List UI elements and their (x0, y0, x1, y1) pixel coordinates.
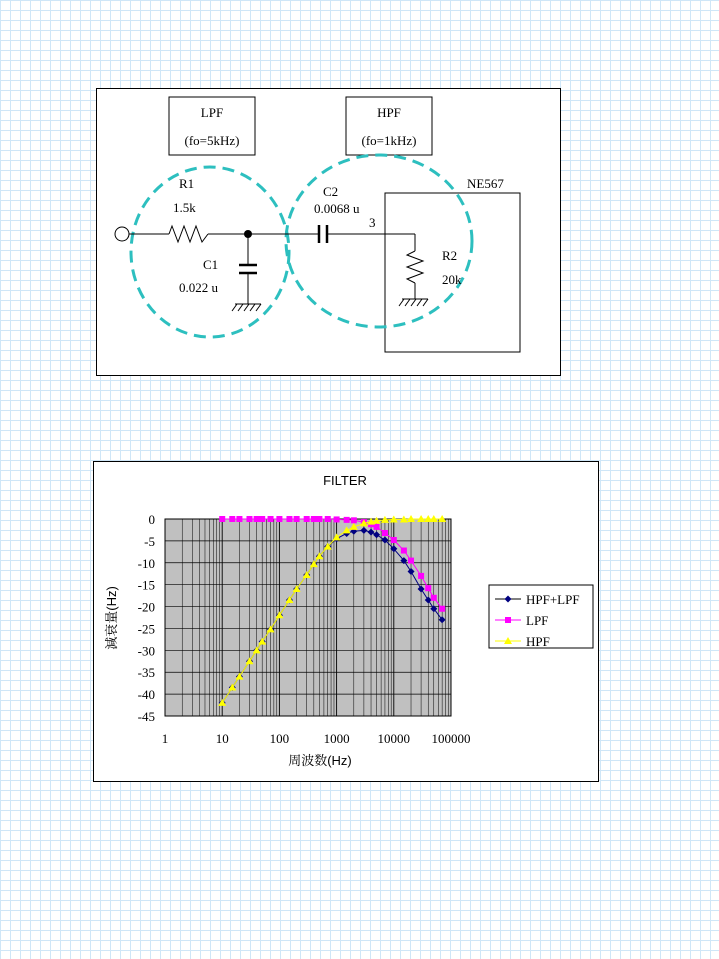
data-point (254, 516, 260, 522)
y-tick-label: -25 (137, 621, 155, 637)
c1-name: C1 (203, 257, 219, 272)
x-axis-label: 周波数(Hz) (288, 753, 352, 768)
r1-value: 1.5k (173, 200, 196, 215)
data-point (316, 516, 322, 522)
x-axis-ticks (162, 731, 471, 746)
r1-resistor-symbol (169, 226, 208, 242)
y-tick-label: -35 (137, 665, 155, 681)
plot-area (165, 519, 451, 716)
legend-label: HPF+LPF (526, 592, 580, 607)
data-point (334, 516, 340, 522)
r2-ground-symbol (399, 299, 428, 306)
x-tick-label: 100000 (431, 731, 471, 746)
x-tick-label: 1000 (323, 731, 350, 746)
legend-label: HPF (526, 634, 550, 649)
filter-chart-panel (93, 461, 599, 782)
c1-value: 0.022 u (179, 280, 218, 295)
data-point (425, 585, 431, 591)
data-point (219, 516, 225, 522)
x-tick-label: 10 (215, 731, 229, 746)
data-point (391, 537, 397, 543)
schematic-drawing (97, 89, 560, 375)
y-tick-label: 0 (148, 512, 155, 527)
r2-name: R2 (442, 248, 458, 263)
y-tick-label: -15 (137, 577, 155, 593)
data-point (351, 517, 357, 523)
pin-3-label: 3 (369, 215, 376, 230)
c2-name: C2 (323, 184, 339, 199)
ne567-label: NE567 (467, 176, 504, 191)
data-point (408, 558, 414, 564)
y-axis-label: 減衰量(Hz) (104, 586, 119, 650)
data-point (382, 530, 388, 536)
x-tick-label: 1 (161, 731, 169, 746)
data-point (311, 516, 317, 522)
data-point (439, 606, 445, 612)
data-point (229, 516, 235, 522)
y-tick-label: -20 (137, 599, 155, 615)
data-point (236, 516, 242, 522)
data-point (325, 516, 331, 522)
r2-value: 20k (442, 272, 462, 287)
hpf-title: HPF (377, 105, 401, 120)
y-tick-label: -40 (137, 687, 155, 703)
r2-resistor-symbol (407, 251, 423, 283)
data-point (286, 516, 292, 522)
lpf-title: LPF (200, 105, 224, 120)
data-point (276, 516, 282, 522)
chart-legend (489, 585, 593, 649)
x-tick-label: 10000 (377, 731, 411, 746)
legend-label: LPF (526, 613, 549, 628)
lpf-label-box (169, 97, 255, 155)
chart-title: FILTER (323, 473, 367, 488)
hpf-spec: (fo=1kHz) (361, 133, 417, 148)
x-tick-label: 100 (269, 731, 290, 746)
lpf-dashed-circle (131, 167, 289, 337)
data-point (344, 517, 350, 523)
y-tick-label: -10 (137, 555, 155, 571)
legend-marker (505, 617, 511, 623)
c1-ground-symbol (232, 304, 261, 311)
hpf-dashed-circle (286, 155, 472, 327)
r1-name: R1 (179, 176, 195, 191)
data-point (304, 516, 310, 522)
data-point (268, 516, 274, 522)
y-axis-ticks (138, 512, 155, 724)
lpf-spec: (fo=5kHz) (184, 133, 240, 148)
filter-chart (94, 462, 598, 781)
c2-value: 0.0068 u (314, 201, 360, 216)
data-point (374, 524, 380, 530)
data-point (294, 516, 300, 522)
y-tick-label: -5 (144, 533, 155, 549)
input-terminal (115, 227, 129, 241)
data-point (246, 516, 252, 522)
data-point (401, 548, 407, 554)
hpf-label-box (346, 97, 432, 155)
data-point (418, 573, 424, 579)
filter-schematic-panel (96, 88, 561, 376)
data-point (259, 516, 265, 522)
data-point (431, 595, 437, 601)
y-tick-label: -30 (137, 643, 155, 659)
y-tick-label: -45 (137, 709, 155, 724)
